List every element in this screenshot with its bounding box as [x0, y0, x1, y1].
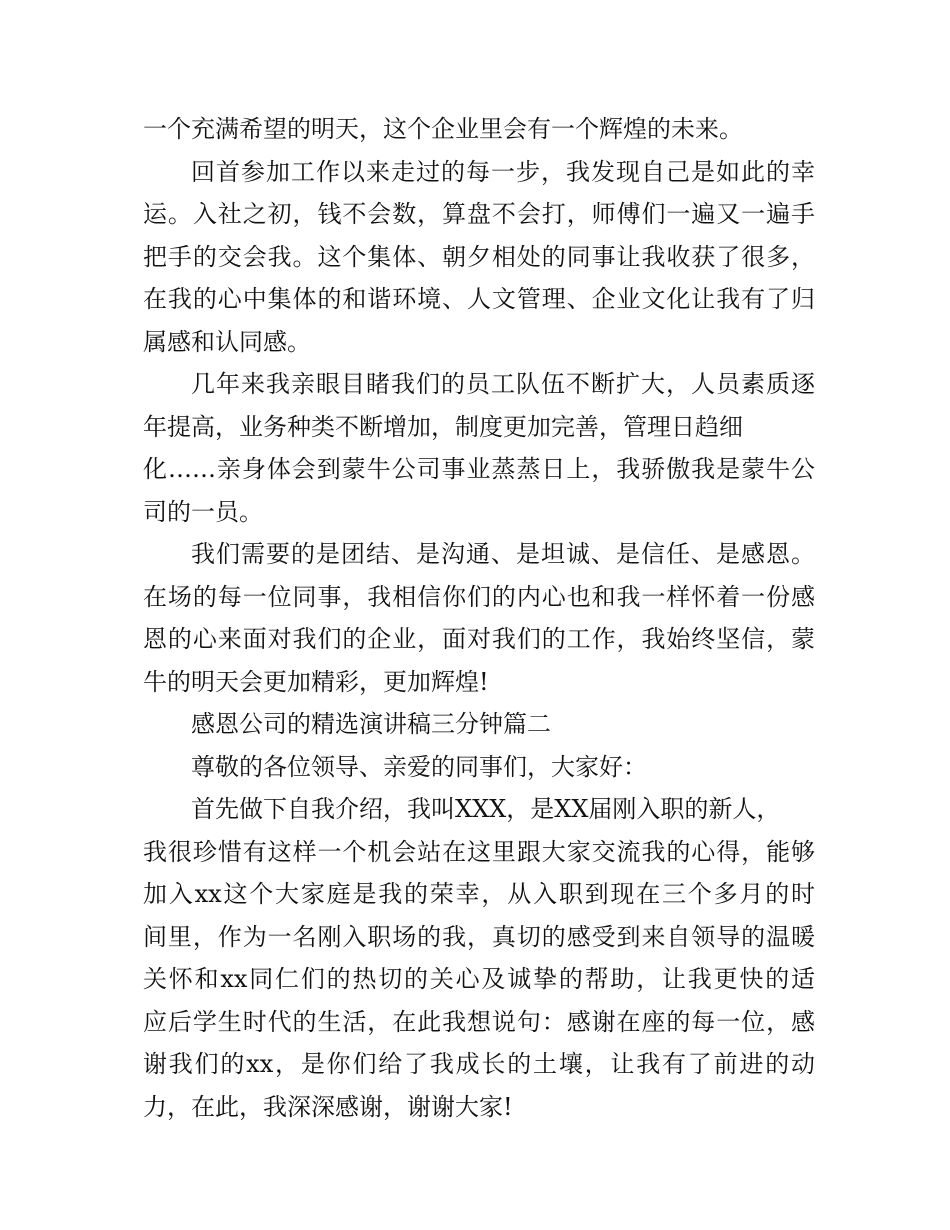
text-line: 司的一员。: [143, 497, 263, 526]
text-line: 感恩公司的精选演讲稿三分钟篇二: [191, 710, 551, 738]
text-line: 力，在此，我深深感谢，谢谢大家!: [143, 1092, 513, 1121]
text-line: 属感和认同感。: [143, 327, 311, 356]
text-line: 关怀和xx同仁们的热切的关心及诚挚的帮助，让我更快的适: [143, 965, 815, 993]
document-body: [143, 108, 815, 1128]
text-line: 牛的明天会更加精彩，更加辉煌!: [143, 667, 489, 696]
text-line: 谢我们的xx，是你们给了我成长的土壤，让我有了前进的动: [143, 1050, 815, 1078]
text-line: 一个充满希望的明天，这个企业里会有一个辉煌的未来。: [143, 115, 743, 143]
text-line: 在场的每一位同事，我相信你们的内心也和我一样怀着一份感: [143, 582, 815, 611]
text-line: 恩的心来面对我们的企业，面对我们的工作，我始终坚信，蒙: [143, 625, 815, 653]
text-line: 首先做下自我介绍，我叫XXX，是XX届刚入职的新人，: [191, 795, 781, 823]
text-line: 运。入社之初，钱不会数，算盘不会打，师傅们一遍又一遍手: [143, 200, 815, 228]
text-line: 尊敬的各位领导、亲爱的同事们，大家好：: [191, 752, 647, 781]
text-line: 在我的心中集体的和谐环境、人文管理、企业文化让我有了归: [143, 285, 815, 313]
text-line: 我很珍惜有这样一个机会站在这里跟大家交流我的心得，能够: [143, 837, 815, 866]
text-line: 我们需要的是团结、是沟通、是坦诚、是信任、是感恩。: [191, 540, 815, 568]
text-line: 几年来我亲眼目睹我们的员工队伍不断扩大，人员素质逐: [191, 370, 815, 398]
text-line: 回首参加工作以来走过的每一步，我发现自己是如此的幸: [191, 157, 815, 186]
text-line: 把手的交会我。这个集体、朝夕相处的同事让我收获了很多，: [143, 242, 815, 271]
text-line: 间里，作为一名刚入职场的我，真切的感受到来自领导的温暖: [143, 922, 815, 951]
text-line: 加入xx这个大家庭是我的荣幸，从入职到现在三个多月的时: [143, 880, 815, 908]
text-line: 化……亲身体会到蒙牛公司事业蒸蒸日上，我骄傲我是蒙牛公: [143, 455, 815, 483]
text-line: 年提高，业务种类不断增加，制度更加完善，管理日趋细: [143, 412, 743, 441]
text-line: 应后学生时代的生活，在此我想说句：感谢在座的每一位，感: [143, 1007, 815, 1036]
